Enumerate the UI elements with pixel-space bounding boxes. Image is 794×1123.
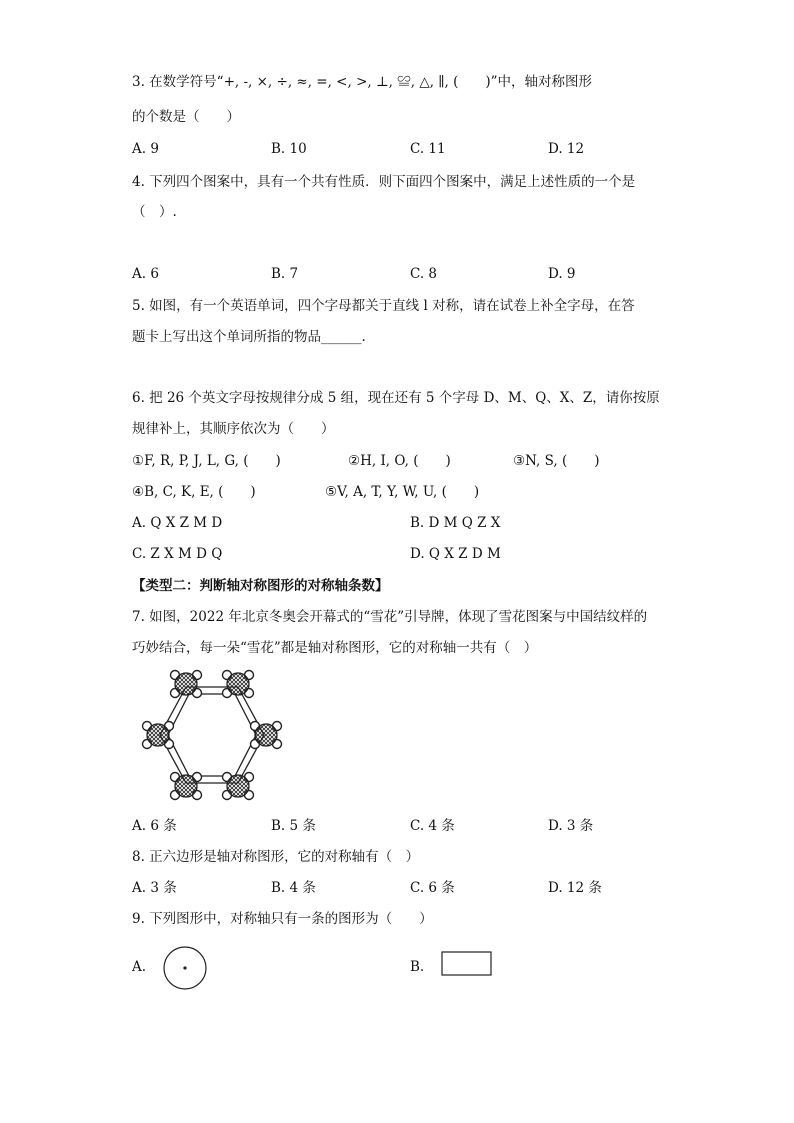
section-heading: 【类型二：判断轴对称图形的对称轴条数】 <box>132 578 389 594</box>
q7-option-d: D. 3 条 <box>548 818 594 834</box>
q9-option-a: A. <box>132 959 147 975</box>
q6-option-a: A. Q X Z M D <box>132 515 223 531</box>
q8-option-b: B. 4 条 <box>271 880 316 896</box>
q8-stem: 8. 正六边形是轴对称图形，它的对称轴有（ ） <box>132 849 420 865</box>
q7-option-b: B. 5 条 <box>271 818 316 834</box>
q4-option-c: C. 8 <box>410 266 438 282</box>
q6-stem-line1: 6. 把 26 个英文字母按规律分成 5 组，现在还有 5 个字母 D、M、Q、X、Z，请你按原 <box>132 390 660 406</box>
q3-option-d: D. 12 <box>548 141 585 157</box>
q9-stem: 9. 下列图形中，对称轴只有一条的图形为（ ） <box>132 911 433 927</box>
q8-option-c: C. 6 条 <box>410 880 455 896</box>
q3-option-a: A. 9 <box>132 141 159 157</box>
q4-option-a: A. 6 <box>132 266 159 282</box>
q6-group-4: ④B, C, K, E, ( ) <box>132 484 256 500</box>
q6-group-5: ⑤V, A, T, Y, W, U, ( ) <box>325 484 480 500</box>
circle-with-center-figure <box>162 945 208 991</box>
q3-option-c: C. 11 <box>410 141 446 157</box>
q7-stem-line2: 巧妙结合，每一朵“雪花”都是轴对称图形，它的对称轴一共有（ ） <box>132 640 538 656</box>
q4-option-d: D. 9 <box>548 266 576 282</box>
q3-option-b: B. 10 <box>271 141 307 157</box>
q7-stem-line1: 7. 如图，2022 年北京冬奥会开幕式的“雪花”引导牌，体现了雪花图案与中国结纹样的 <box>132 609 648 625</box>
q3-stem-line1: 3. 在数学符号“+, -, ×, ÷, ≈, =, <, >, ⊥, ≌, △, ∥, ( )”中，轴对称图形 <box>132 74 593 90</box>
q5-stem-line2: 题卡上写出这个单词所指的物品______. <box>132 329 366 345</box>
q6-group-1: ①F, R, P, J, L, G, ( ) <box>132 453 281 469</box>
q6-group-3: ③N, S, ( ) <box>513 453 600 469</box>
snowflake-knot-figure <box>132 664 292 806</box>
q6-option-c: C. Z X M D Q <box>132 546 223 562</box>
rectangle-figure <box>441 951 493 977</box>
q6-option-d: D. Q X Z D M <box>410 546 501 562</box>
q6-option-b: B. D M Q Z X <box>410 515 501 531</box>
q8-option-a: A. 3 条 <box>132 880 177 896</box>
q4-stem-line1: 4. 下列四个图案中，具有一个共有性质．则下面四个图案中，满足上述性质的一个是 <box>132 174 636 190</box>
q4-option-b: B. 7 <box>271 266 299 282</box>
q7-option-c: C. 4 条 <box>410 818 455 834</box>
q8-option-d: D. 12 条 <box>548 880 602 896</box>
q5-stem-line1: 5. 如图，有一个英语单词，四个字母都关于直线 l 对称，请在试卷上补全字母，在答 <box>132 298 635 314</box>
q3-stem-line2: 的个数是（ ） <box>132 109 240 125</box>
q9-option-b: B. <box>410 959 425 975</box>
q6-stem-line2: 规律补上，其顺序依次为（ ） <box>132 421 335 437</box>
q4-stem-line2: （ ）. <box>132 204 177 220</box>
q6-group-2: ②H, I, O, ( ) <box>348 453 451 469</box>
q7-option-a: A. 6 条 <box>132 818 177 834</box>
